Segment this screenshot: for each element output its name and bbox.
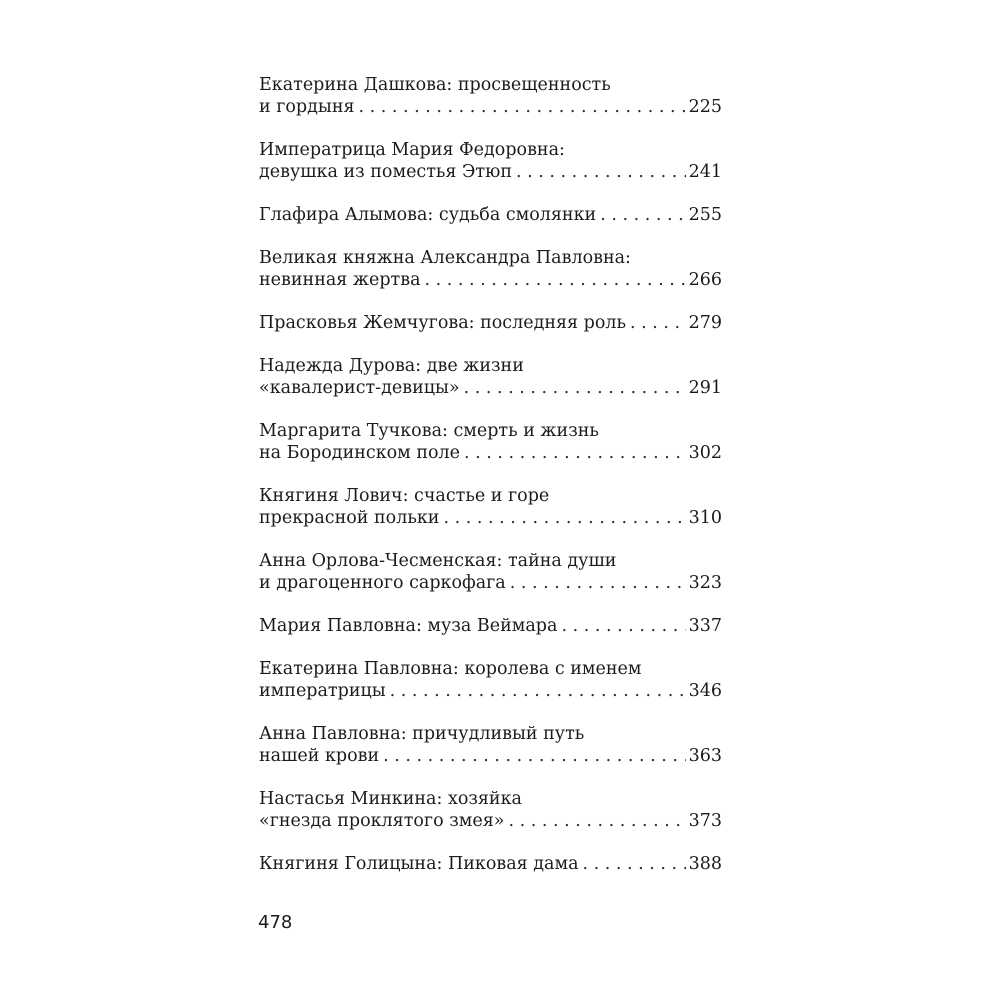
- toc-page-number: 388: [688, 854, 722, 874]
- toc-entry-title-line: невинная жертва: [259, 270, 421, 290]
- toc-entry-title-line: Княгиня Лович: счастье и горе: [259, 486, 550, 506]
- toc-entry: [259, 204, 722, 226]
- toc-entry-title-line: Анна Орлова-Чесменская: тайна души: [259, 551, 617, 571]
- toc-entry: [259, 420, 722, 464]
- dot-leader: [425, 269, 686, 291]
- toc-entry-title-line: Великая княжна Александра Павловна:: [259, 248, 631, 268]
- toc-entry-last-line: [259, 680, 722, 702]
- toc-entry-title-line: Екатерина Дашкова: просвещенность: [259, 75, 611, 95]
- toc-entry-title-line: императрицы: [259, 681, 386, 701]
- toc-page-number: 291: [688, 378, 722, 398]
- dot-leader: [443, 507, 685, 529]
- toc-entry-title-line: Глафира Алымова: судьба смолянки: [259, 205, 597, 225]
- toc-entry-title-line: на Бородинском поле: [259, 443, 461, 463]
- dot-leader: [390, 680, 686, 702]
- toc-entry: [259, 788, 722, 832]
- toc-entry-title-line: «гнезда проклятого змея»: [259, 811, 505, 831]
- toc-entry-title-line: Императрица Мария Федоровна:: [259, 140, 565, 160]
- toc-entry-title-line: нашей крови: [259, 746, 380, 766]
- toc-entry-title-line: Маргарита Тучкова: смерть и жизнь: [259, 421, 599, 441]
- toc-page-number: 373: [688, 811, 722, 831]
- dot-leader: [464, 377, 686, 399]
- toc-entry-title-line: девушка из поместья Этюп: [259, 162, 513, 182]
- toc-entry-title-line: Настасья Минкина: хозяйка: [259, 789, 522, 809]
- toc-entry-last-line: [259, 745, 722, 767]
- dot-leader: [359, 96, 686, 118]
- toc-entry: [259, 247, 722, 291]
- toc-entry: [259, 615, 722, 637]
- dot-leader: [583, 853, 686, 875]
- dot-leader: [630, 312, 686, 334]
- toc-page-number: 279: [688, 313, 722, 333]
- toc-entry-title-line: и драгоценного саркофага: [259, 573, 506, 593]
- toc-entry-last-line: [259, 312, 722, 334]
- toc-entry-title-line: Прасковья Жемчугова: последняя роль: [259, 313, 627, 333]
- toc-entry: [259, 139, 722, 183]
- dot-leader: [508, 810, 685, 832]
- toc-entry: [259, 312, 722, 334]
- dot-leader: [600, 204, 685, 226]
- toc-entry: [259, 74, 722, 118]
- toc-entry-last-line: [259, 810, 722, 832]
- toc-page-number: 225: [688, 97, 722, 117]
- dot-leader: [383, 745, 685, 767]
- toc-entry: [259, 355, 722, 399]
- toc-entry-title-line: и гордыня: [259, 97, 355, 117]
- dot-leader: [510, 572, 686, 594]
- toc-page-number: 323: [688, 573, 722, 593]
- toc-page-number: 255: [688, 205, 722, 225]
- toc-entry-last-line: [259, 96, 722, 118]
- toc-entry-title-line: «кавалерист-девицы»: [259, 378, 460, 398]
- toc-entry-last-line: [259, 572, 722, 594]
- toc-entry-last-line: [259, 269, 722, 291]
- toc-entry-title-line: Княгиня Голицына: Пиковая дама: [259, 854, 579, 874]
- toc-entry-last-line: [259, 615, 722, 637]
- toc-entry-title-line: Мария Павловна: муза Веймара: [259, 616, 558, 636]
- toc-entry: [259, 723, 722, 767]
- toc-page-number: 241: [688, 162, 722, 182]
- table-of-contents: [259, 74, 722, 875]
- toc-page-number: 266: [688, 270, 722, 290]
- toc-page-number: 337: [688, 616, 722, 636]
- dot-leader: [464, 442, 686, 464]
- toc-page-number: 302: [688, 443, 722, 463]
- toc-entry-last-line: [259, 377, 722, 399]
- toc-entry-last-line: [259, 204, 722, 226]
- toc-entry-last-line: [259, 161, 722, 183]
- dot-leader: [561, 615, 685, 637]
- toc-entry: [259, 853, 722, 875]
- toc-entry-last-line: [259, 507, 722, 529]
- toc-entry: [259, 658, 722, 702]
- toc-page-number: 363: [688, 746, 722, 766]
- toc-entry-title-line: прекрасной польки: [259, 508, 440, 528]
- toc-entry: [259, 550, 722, 594]
- toc-page-number: 346: [688, 681, 722, 701]
- toc-entry-last-line: [259, 442, 722, 464]
- page-number: 478: [258, 912, 293, 933]
- toc-entry: [259, 485, 722, 529]
- toc-page-number: 310: [688, 508, 722, 528]
- toc-entry-last-line: [259, 853, 722, 875]
- toc-entry-title-line: Екатерина Павловна: королева с именем: [259, 659, 642, 679]
- dot-leader: [516, 161, 686, 183]
- toc-entry-title-line: Анна Павловна: причудливый путь: [259, 724, 585, 744]
- toc-entry-title-line: Надежда Дурова: две жизни: [259, 356, 524, 376]
